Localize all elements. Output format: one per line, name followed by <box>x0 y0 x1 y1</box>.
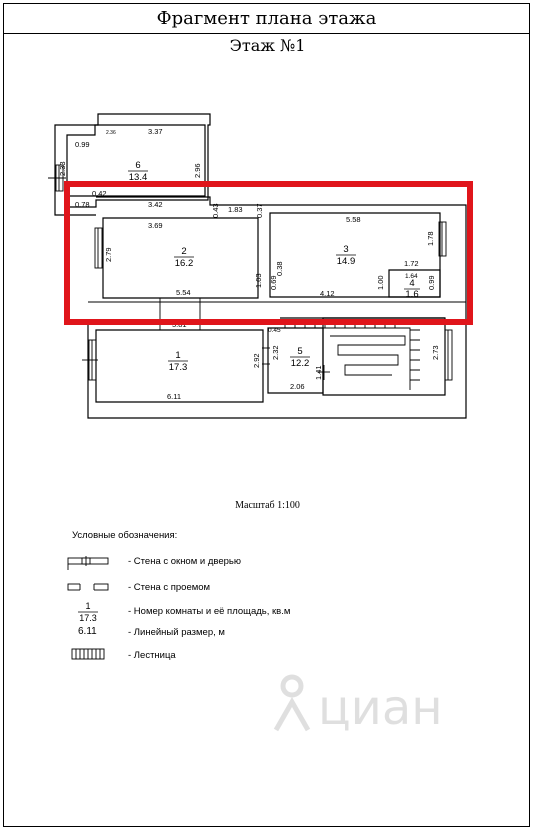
dimension: 2.06 <box>290 382 305 391</box>
room-number: 5 <box>297 346 303 357</box>
dimension: 5.58 <box>346 215 361 224</box>
dimension: 0.99 <box>427 275 436 290</box>
dimension: 3.69 <box>148 221 163 230</box>
dimension: 1.64 <box>405 273 418 280</box>
svg-text:1: 1 <box>85 601 91 611</box>
legend-item-opening-wall <box>0 578 400 598</box>
dimension: 2.36 <box>106 130 116 136</box>
legend-text: - Лестница <box>128 650 176 661</box>
room-area: 12.2 <box>290 358 310 369</box>
dimension: 1.41 <box>314 365 323 380</box>
legend-item-window-door-wall <box>0 552 400 572</box>
dimension: 2.73 <box>431 345 440 360</box>
room-area: 17.3 <box>168 362 188 373</box>
dimension-symbol: 6.11 <box>78 626 97 637</box>
dimension: 1.83 <box>228 205 243 214</box>
dimension: 0.45 <box>268 327 281 334</box>
legend-text: - Стена с проемом <box>128 582 211 593</box>
dimension: 0.38 <box>275 261 284 276</box>
dimension: 5.54 <box>176 288 191 297</box>
room-area: 1.6 <box>405 289 419 300</box>
dimension: 3.42 <box>148 200 163 209</box>
room-area: 13.4 <box>128 172 148 183</box>
wall-opening-icon <box>66 578 110 598</box>
dimension: 6.11 <box>167 392 182 401</box>
legend-text: - Номер комнаты и её площадь, кв.м <box>128 606 291 617</box>
dimension: 2.32 <box>271 345 280 360</box>
room-number: 6 <box>135 160 141 171</box>
dimension: 1.00 <box>376 275 385 290</box>
svg-text:циан: циан <box>318 680 443 736</box>
dimension: 0.99 <box>75 140 90 149</box>
dimension: 1.72 <box>404 259 419 268</box>
room-number-symbol <box>66 600 110 624</box>
room-labels <box>128 160 420 373</box>
stairs-icon <box>66 646 110 666</box>
dimension: 2.96 <box>193 163 202 178</box>
room-number: 4 <box>409 278 415 289</box>
legend-item-room-number <box>0 600 400 623</box>
legend-item-stairs <box>0 646 400 666</box>
dimension: 4.12 <box>320 289 335 298</box>
room-area: 16.2 <box>174 258 194 269</box>
dimension: 0.69 <box>269 275 278 290</box>
page-title: Фрагмент плана этажа <box>156 7 377 29</box>
dimension: 0.42 <box>92 189 107 198</box>
dimension: 1.03 <box>254 273 263 288</box>
dimension: 5.81 <box>172 320 187 329</box>
legend-item-dimension <box>0 626 400 646</box>
dimension: 0.78 <box>75 200 90 209</box>
dimension: 0.37 <box>255 203 264 218</box>
legend-text: - Стена с окном и дверью <box>128 556 241 567</box>
scale-label: Масштаб 1:100 <box>235 500 300 511</box>
staircase <box>285 320 420 390</box>
dimension: 2.33 <box>58 161 67 176</box>
dimension: 3.37 <box>148 127 163 136</box>
dimension: 0.43 <box>211 203 220 218</box>
room-number: 3 <box>343 244 349 255</box>
cian-watermark-logo <box>270 668 460 738</box>
room-area: 14.9 <box>336 256 356 267</box>
wall-window-door-icon <box>66 552 110 572</box>
dimension: 1.78 <box>426 231 435 246</box>
legend-title: Условные обозначения: <box>72 530 178 541</box>
floor-title: Этаж №1 <box>229 36 306 55</box>
legend-text: - Линейный размер, м <box>128 627 225 638</box>
svg-text:17.3: 17.3 <box>79 613 97 623</box>
dimension: 2.79 <box>104 247 113 262</box>
room-number: 1 <box>175 350 181 361</box>
dimension-labels <box>58 127 440 401</box>
room-number: 2 <box>181 246 187 257</box>
dimension: 2.92 <box>252 353 261 368</box>
